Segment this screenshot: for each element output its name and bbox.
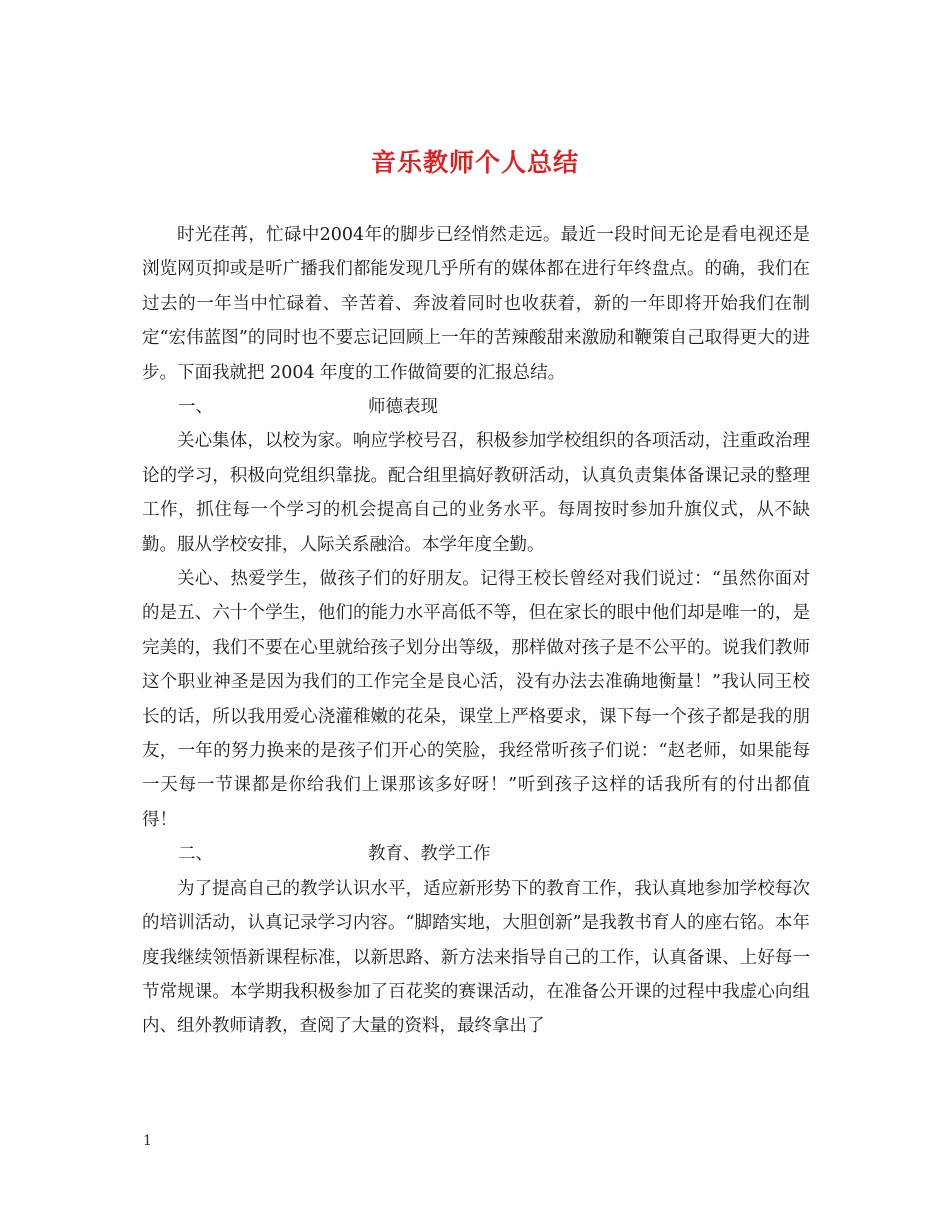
section-title: 师德表现 bbox=[368, 397, 438, 418]
section-number: 一、 bbox=[178, 397, 213, 418]
document-body bbox=[142, 218, 810, 1044]
intro-paragraph: 时光荏苒，忙碌中2004年的脚步已经悄然走远。最近一段时间无论是看电视还是浏览网页抑或是听广播我们都能发现几乎所有的媒体都在进行年终盘点。的确，我们在过去的一年当中忙碌着、辛苦着、奔波着同时也收获着，新的一年即将开始我们在制定“宏伟蓝图”的同时也不要忘记回顾上一年的苦辣酸甜来激励和鞭策自己取得更大的进步。下面我就把 2004 年度的工作做简要的汇报总结。 bbox=[142, 225, 810, 383]
document-title: 音乐教师个人总结 bbox=[370, 148, 579, 177]
body-paragraph: 关心、热爱学生，做孩子们的好朋友。记得王校长曾经对我们说过：“虽然你面对的是五、六十个学生，他们的能力水平高低不等，但在家长的眼中他们却是唯一的，是完美的，我们不要在心里就给孩子划分出等级，那样做对孩子是不公平的。说我们教师这个职业神圣是因为我们的工作完全是良心活，没有办法去准确地衡量！”我认同王校长的话，所以我用爱心浇灌稚嫩的花朵，课堂上严格要求，课下每一个孩子都是我的朋友，一年的努力换来的是孩子们开心的笑脸，我经常听孩子们说：“赵老师，如果能每一天每一节课都是你给我们上课那该多好呀！”听到孩子这样的话我所有的付出都值得！ bbox=[142, 569, 810, 830]
body-paragraph: 关心集体，以校为家。响应学校号召，积极参加学校组织的各项活动，注重政治理论的学习，积极向党组织靠拢。配合组里搞好教研活动，认真负责集体备课记录的整理工作，抓住每一个学习的机会提高自己的业务水平。每周按时参加升旗仪式，从不缺勤。服从学校安排，人际关系融洽。本学年度全勤。 bbox=[142, 431, 810, 555]
body-paragraph: 为了提高自己的教学认识水平，适应新形势下的教育工作，我认真地参加学校每次的培训活动，认真记录学习内容。“脚踏实地，大胆创新”是我教书育人的座右铭。本年度我继续领悟新课程标准，以新思路、新方法来指导自己的工作，认真备课、上好每一节常规课。本学期我积极参加了百花奖的赛课活动，在准备公开课的过程中我虚心向组内、组外教师请教，查阅了大量的资料，最终拿出了 bbox=[142, 878, 810, 1037]
section-heading-1 bbox=[142, 390, 810, 424]
page-number: 1 bbox=[143, 1133, 152, 1149]
section-title: 教育、教学工作 bbox=[368, 844, 491, 865]
section-heading-2 bbox=[142, 837, 810, 871]
section-number: 二、 bbox=[178, 844, 213, 865]
